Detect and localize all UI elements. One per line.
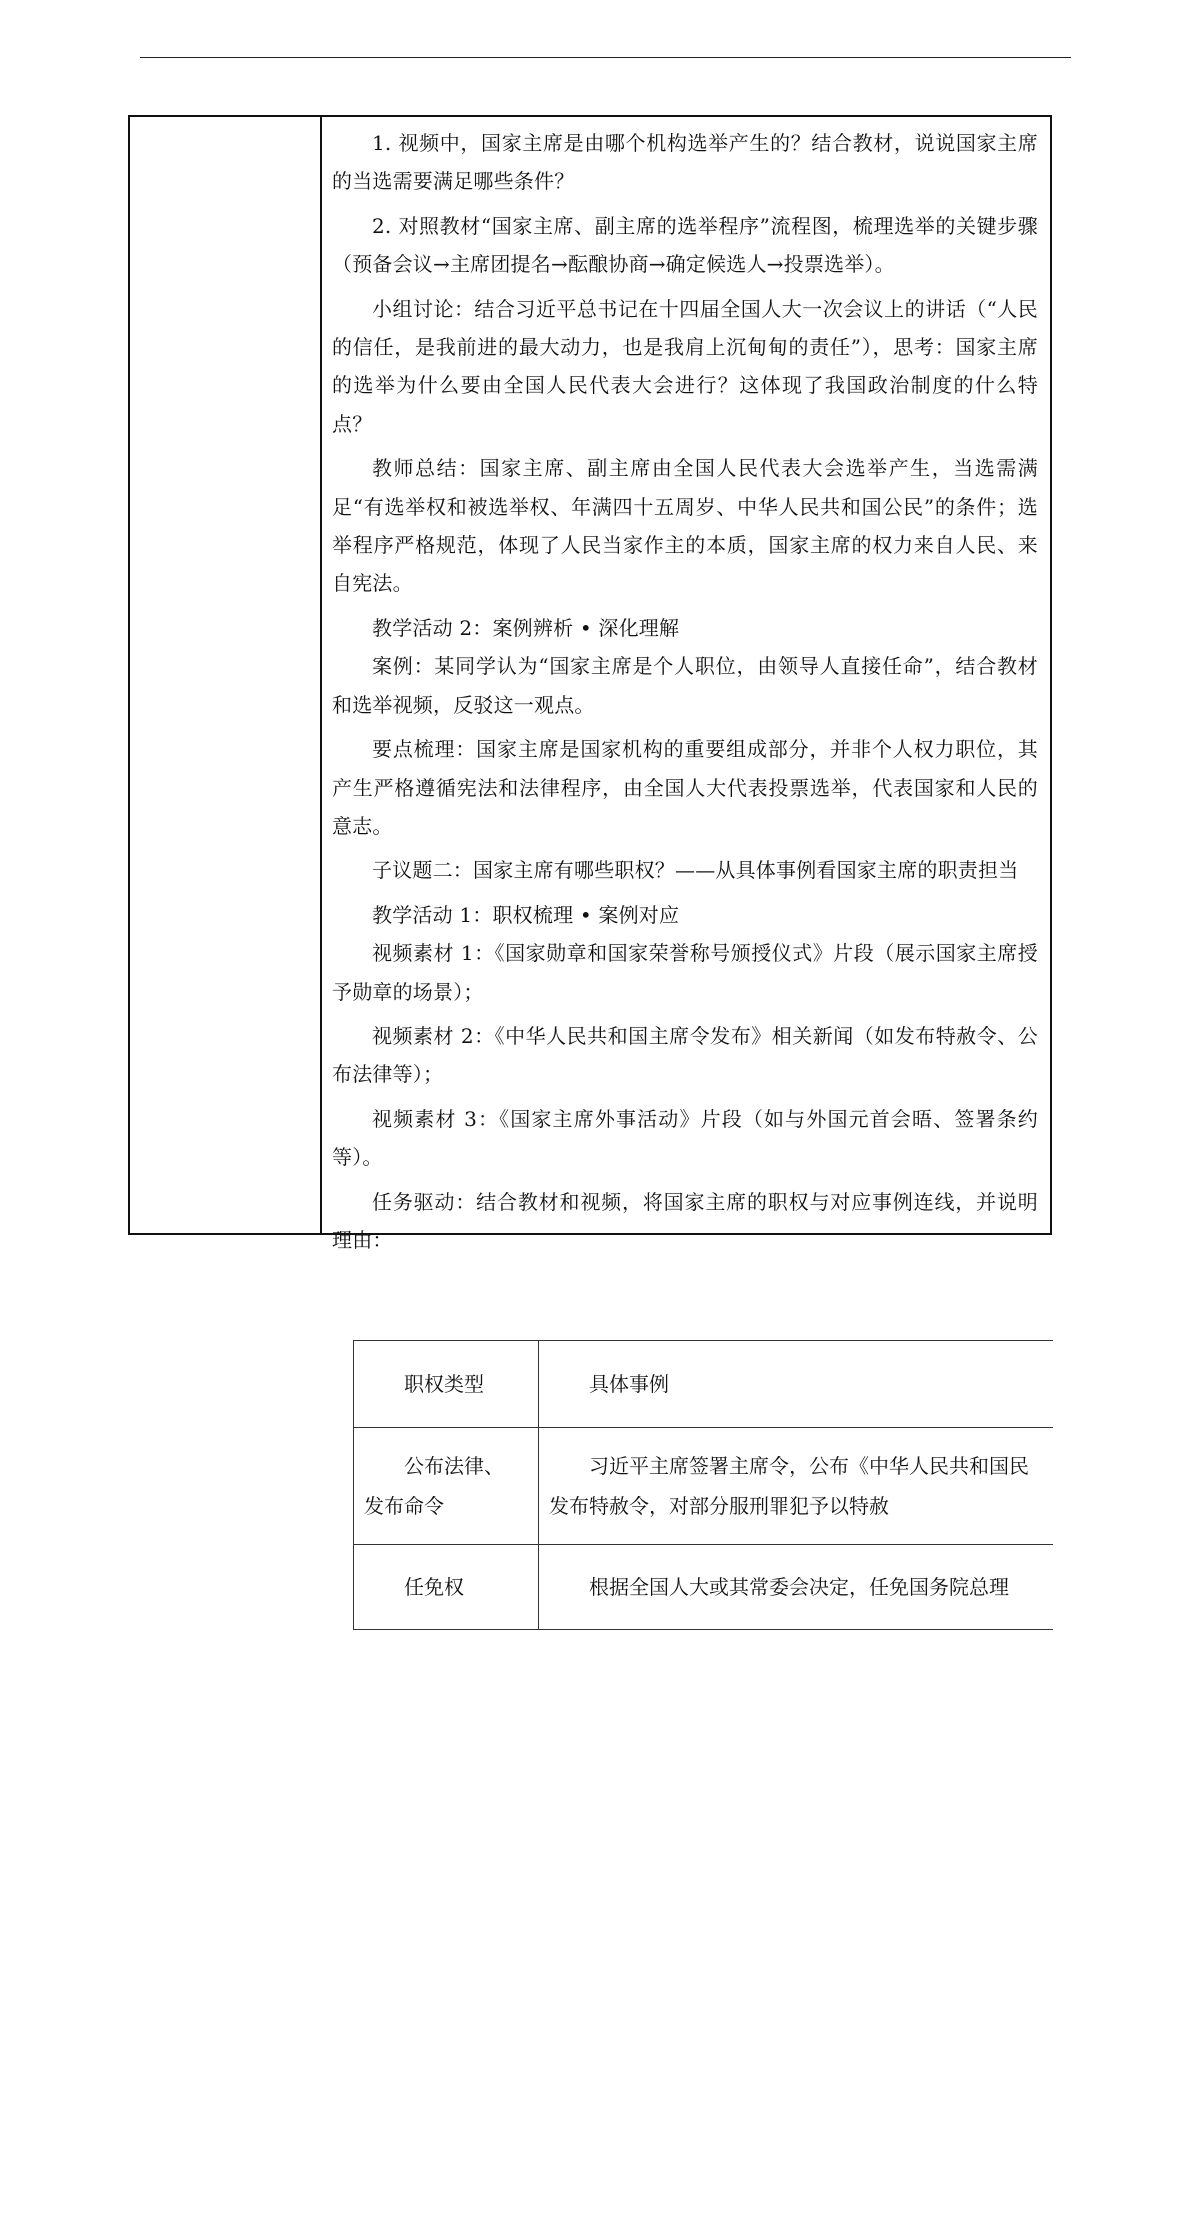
table-row [354,1545,1054,1630]
question-2: 2. 对照教材“国家主席、副主席的选举程序”流程图，梳理选举的关键步骤（预备会议→主席团提名→酝酿协商→确定候选人→投票选举）。 [332,213,1038,277]
table-header-cell: 具体事例 [538,1341,1053,1428]
teacher-summary: 教师总结：国家主席、副主席由全国人民代表大会选举产生，当选需满足“有选举权和被选举权、年满四十五周岁、中华人民共和国公民”的条件；选举程序严格规范，体现了人民当家作主的本质，国家主席的权力来自人民、来自宪法。 [332,456,1038,596]
video-material-3: 视频素材 3：《国家主席外事活动》片段（如与外国元首会晤、签署条约等）。 [332,1106,1038,1170]
powers-table [353,1340,1053,1630]
key-points: 要点梳理：国家主席是国家机构的重要组成部分，并非个人权力职位，其产生严格遵循宪法和法律程序，由全国人大代表投票选举，代表国家和人民的意志。 [332,737,1038,838]
powers-table-container [353,1340,1053,2235]
activity-2-heading: 教学活动 2：案例辨析 • 深化理解 [372,615,680,640]
table-cell-type: 任免权 [354,1545,539,1630]
task-driven: 任务驱动：结合教材和视频，将国家主席的职权与对应事例连线，并说明理由： [332,1189,1038,1252]
video-material-2: 视频素材 2：《中华人民共和国主席令发布》相关新闻（如发布特赦令、公布法律等）； [332,1023,1038,1087]
table-cell-example: 习近平主席签署主席令，公布《中华人民共和国民 发布特赦令，对部分服刑罪犯予以特赦 [538,1428,1053,1545]
table-cell-example: 根据全国人大或其常委会决定，任免国务院总理 [538,1545,1053,1630]
header-rule [140,57,1071,58]
activity-1-heading: 教学活动 1：职权梳理 • 案例对应 [372,902,680,927]
outer-table-column-divider [320,115,322,1235]
video-material-1: 视频素材 1：《国家勋章和国家荣誉称号颁授仪式》片段（展示国家主席授予勋章的场景）； [332,941,1038,1004]
sub-topic-2: 子议题二：国家主席有哪些职权？——从具体事例看国家主席的职责担当 [372,858,1019,883]
group-discussion: 小组讨论：结合习近平总书记在十四届全国人大一次会议上的讲话（“人民的信任，是我前进的最大动力，也是我肩上沉甸甸的责任”），思考：国家主席的选举为什么要由全国人民代表大会进行？这体现了我国政治制度的什么特点？ [332,296,1038,436]
question-1: 1. 视频中，国家主席是由哪个机构选举产生的？结合教材，说说国家主席的当选需要满足哪些条件？ [332,131,1038,194]
table-header-cell: 职权类型 [354,1341,539,1428]
table-row [354,1428,1054,1545]
case-paragraph: 案例：某同学认为“国家主席是个人职位，由领导人直接任命”，结合教材和选举视频，反驳这一观点。 [332,654,1038,717]
table-cell-type: 公布法律、 发布命令 [354,1428,539,1545]
lesson-content [332,124,1038,1265]
table-header-row [354,1341,1054,1428]
